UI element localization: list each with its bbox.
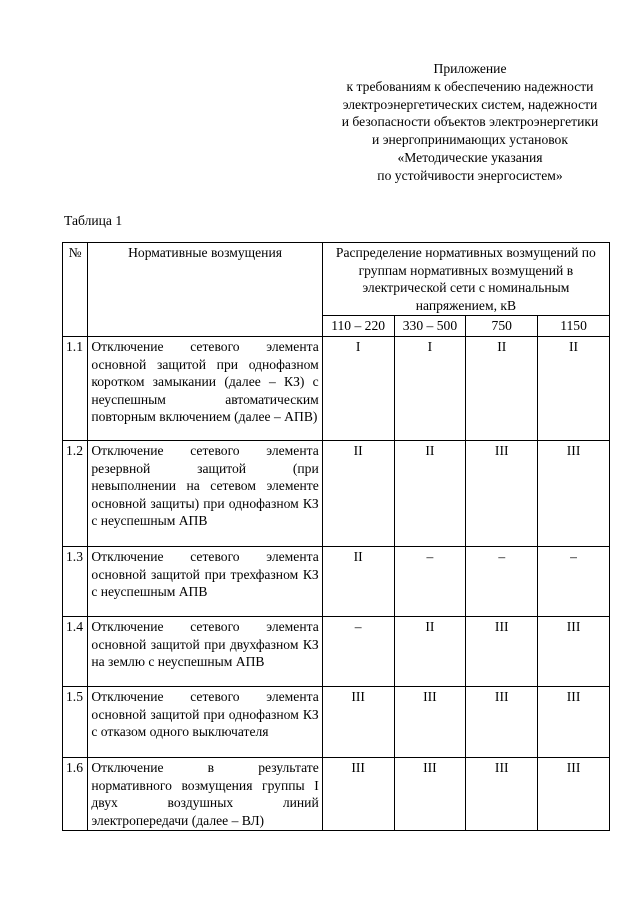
header-voltage: 330 – 500 xyxy=(394,316,466,337)
row-description: Отключение сетевого элемента основной защитой при однофазном КЗ с отказом одного выключателя xyxy=(88,686,322,757)
appendix-line: и безопасности объектов электроэнергетики xyxy=(341,114,599,130)
row-number: 1.4 xyxy=(63,616,88,686)
row-number: 1.3 xyxy=(63,546,88,616)
appendix-line: «Методические указания xyxy=(397,149,543,165)
header-number: № xyxy=(63,243,88,337)
row-group: – xyxy=(394,546,466,616)
appendix-line: электроэнергетических систем, надежности xyxy=(342,96,598,112)
row-description: Отключение сетевого элемента резервной защитой (при невыполнении на сетевом элементе основной защиты) при однофазном КЗ с неуспешным АПВ xyxy=(88,440,322,546)
row-group: – xyxy=(322,616,394,686)
row-group: I xyxy=(322,336,394,440)
table-row xyxy=(63,616,610,686)
header-voltage: 110 – 220 xyxy=(322,316,394,337)
row-group: III xyxy=(466,616,538,686)
row-group: III xyxy=(322,757,394,830)
table-row xyxy=(63,757,610,830)
row-group: – xyxy=(538,546,610,616)
table-title: Таблица 1 xyxy=(64,213,123,228)
row-group: II xyxy=(466,336,538,440)
table-row xyxy=(63,686,610,757)
table-row xyxy=(63,546,610,616)
row-group: II xyxy=(322,546,394,616)
row-number: 1.2 xyxy=(63,440,88,546)
row-description: Отключение в результате нормативного возмущения группы I двух воздушных линий электропередачи (далее – ВЛ) xyxy=(88,757,322,830)
header-distribution: Распределение нормативных возмущений по группам нормативных возмущений в электрической сети с номинальным напряжением, кВ xyxy=(322,243,609,316)
row-group: III xyxy=(394,686,466,757)
row-group: III xyxy=(394,757,466,830)
row-group: III xyxy=(538,757,610,830)
row-description: Отключение сетевого элемента основной защитой при однофазном коротком замыкании (далее – КЗ) с неуспешным автоматическим повторным включением (далее – АПВ) xyxy=(88,336,322,440)
table-row xyxy=(63,440,610,546)
row-number: 1.5 xyxy=(63,686,88,757)
row-group: III xyxy=(466,757,538,830)
row-group: III xyxy=(322,686,394,757)
row-number: 1.6 xyxy=(63,757,88,830)
appendix-line: по устойчивости энергосистем» xyxy=(377,167,563,183)
appendix-line: к требованиям к обеспечению надежности xyxy=(346,78,594,94)
row-description: Отключение сетевого элемента основной защитой при двухфазном КЗ на землю с неуспешным АПВ xyxy=(88,616,322,686)
table-header-row xyxy=(63,243,610,316)
row-group: III xyxy=(466,440,538,546)
appendix-header xyxy=(300,60,640,185)
row-group: III xyxy=(466,686,538,757)
row-group: III xyxy=(538,686,610,757)
header-voltage: 1150 xyxy=(538,316,610,337)
row-group: – xyxy=(466,546,538,616)
disturbance-table xyxy=(62,242,610,831)
row-description: Отключение сетевого элемента основной защитой при трехфазном КЗ с неуспешным АПВ xyxy=(88,546,322,616)
appendix-title: Приложение xyxy=(433,61,507,76)
row-group: II xyxy=(394,440,466,546)
row-number: 1.1 xyxy=(63,336,88,440)
row-group: III xyxy=(538,616,610,686)
row-group: I xyxy=(394,336,466,440)
row-group: II xyxy=(538,336,610,440)
appendix-line: и энергопринимающих установок xyxy=(372,132,568,148)
row-group: III xyxy=(538,440,610,546)
row-group: II xyxy=(394,616,466,686)
row-group: II xyxy=(322,440,394,546)
header-voltage: 750 xyxy=(466,316,538,337)
header-disturbances: Нормативные возмущения xyxy=(88,243,322,337)
table-row xyxy=(63,336,610,440)
